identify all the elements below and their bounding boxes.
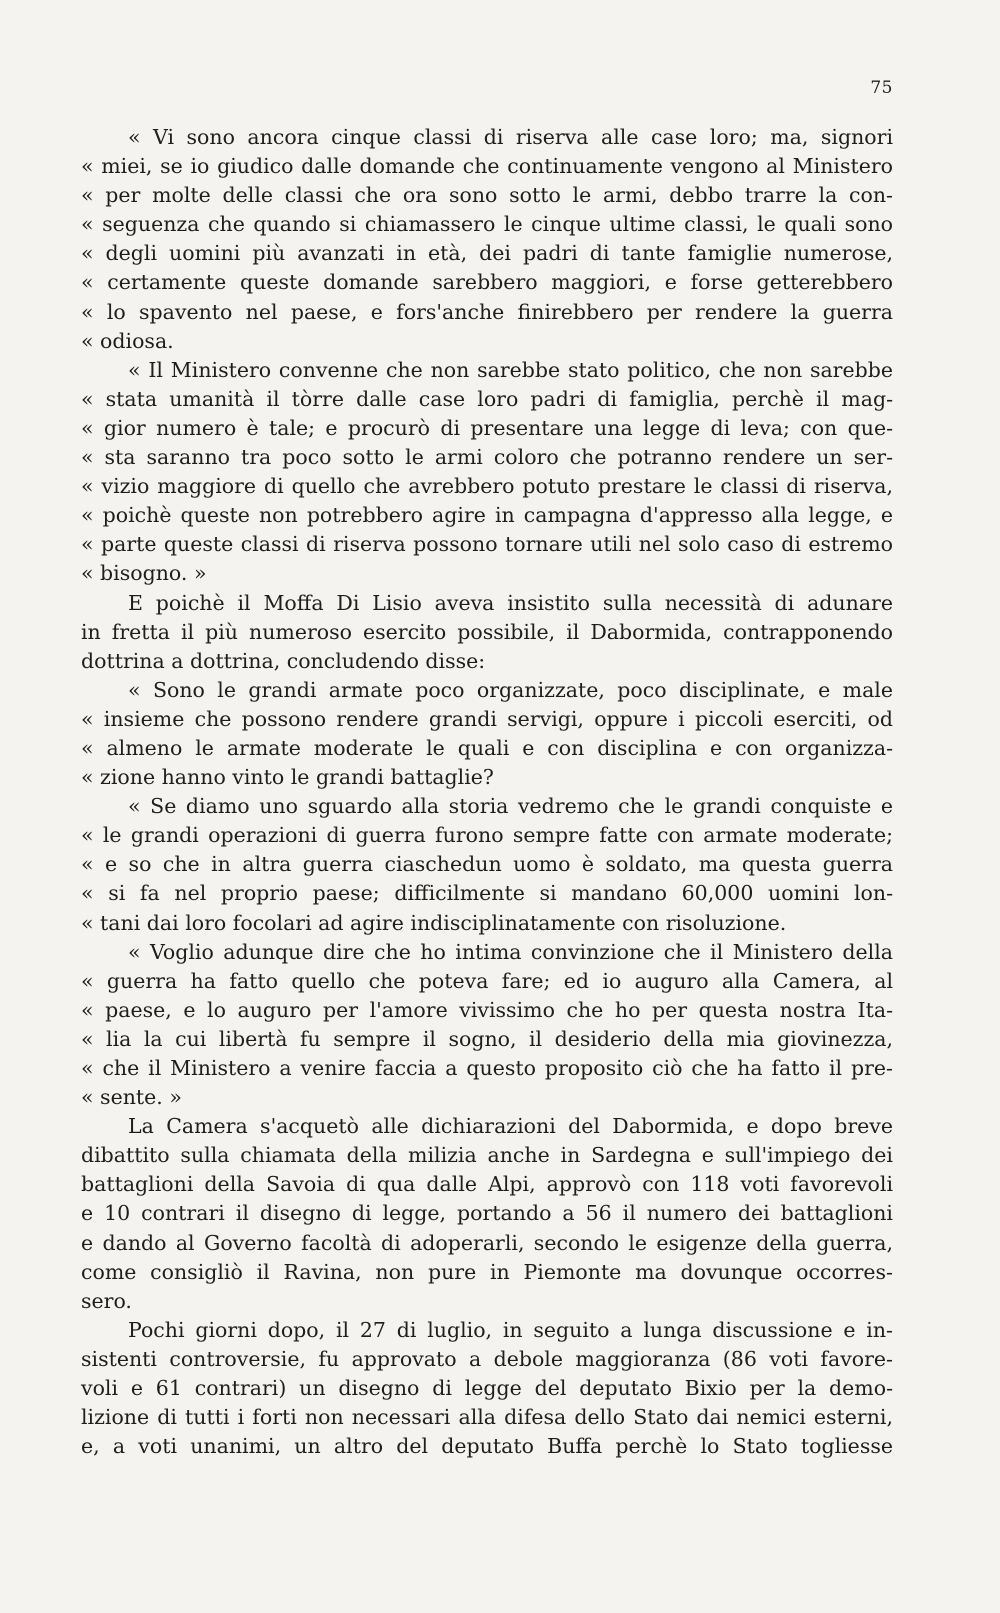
text-line: « sente. »	[81, 1085, 182, 1110]
text-line: « vizio maggiore di quello che avrebbero potuto prestare le classi di riserva,	[81, 474, 893, 499]
text-line: e 10 contrari il disegno di legge, portando a 56 il numero dei battaglioni	[81, 1201, 893, 1226]
text-line: « poichè queste non potrebbero agire in campagna d'appresso alla legge, e	[81, 503, 893, 528]
text-line: « gior numero è tale; e procurò di presentare una legge di leva; con que-	[81, 415, 893, 440]
text-line: « degli uomini più avanzati in età, dei padri di tante famiglie numerose,	[81, 241, 893, 266]
text-line: « Il Ministero convenne che non sarebbe stato politico, che non sarebbe	[128, 357, 893, 382]
text-line: battaglioni della Savoia di qua dalle Alpi, approvò con 118 voti favorevoli	[81, 1172, 893, 1197]
text-line: voli e 61 contrari) un disegno di legge del deputato Bixio per la demo-	[81, 1376, 893, 1401]
text-line: « Voglio adunque dire che ho intima convinzione che il Ministero della	[128, 939, 893, 964]
text-line: « che il Ministero a venire faccia a questo proposito ciò che ha fatto il pre-	[81, 1056, 893, 1080]
text-line: dottrina a dottrina, concludendo disse:	[81, 648, 486, 673]
text-line: sistenti controversie, fu approvato a debole maggioranza (86 voti favore-	[81, 1346, 893, 1371]
text-line: lizione di tutti i forti non necessari alla difesa dello Stato dai nemici esterni,	[81, 1405, 893, 1430]
text-line: « tani dai loro focolari ad agire indisciplinatamente con risoluzione.	[81, 910, 787, 935]
text-line: e, a voti unanimi, un altro del deputato Buffa perchè lo Stato togliesse	[81, 1434, 893, 1459]
body-text	[81, 123, 893, 1461]
text-line: « bisogno. »	[81, 561, 207, 586]
text-line: come consigliò il Ravina, non pure in Piemonte ma dovunque occorres-	[81, 1259, 893, 1284]
text-line: « e so che in altra guerra ciaschedun uomo è soldato, ma questa guerra	[81, 852, 893, 877]
text-line: « si fa nel proprio paese; difficilmente si mandano 60,000 uomini lon-	[81, 881, 893, 906]
text-line: « Se diamo uno sguardo alla storia vedremo che le grandi conquiste e	[128, 794, 893, 819]
text-line: « certamente queste domande sarebbero maggiori, e forse getterebbero	[81, 270, 893, 295]
text-line: « almeno le armate moderate le quali e con disciplina e con organizza-	[81, 735, 893, 760]
text-line: « guerra ha fatto quello che poteva fare; ed io auguro alla Camera, al	[81, 968, 893, 993]
text-line: « le grandi operazioni di guerra furono sempre fatte con armate moderate;	[81, 823, 893, 848]
text-line: « paese, e lo auguro per l'amore vivissimo che ho per questa nostra Ita-	[81, 997, 893, 1022]
text-line: « per molte delle classi che ora sono sotto le armi, debbo trarre la con-	[81, 183, 893, 208]
text-line: « seguenza che quando si chiamassero le cinque ultime classi, le quali sono	[81, 212, 893, 237]
text-line: « parte queste classi di riserva possono tornare utili nel solo caso di estremo	[81, 532, 893, 557]
text-line: « odiosa.	[81, 328, 174, 353]
page-number: 75	[870, 78, 893, 98]
text-line: in fretta il più numeroso esercito possibile, il Dabormida, contrapponendo	[81, 619, 893, 644]
text-line: « zione hanno vinto le grandi battaglie?	[81, 765, 494, 790]
text-line: dibattito sulla chiamata della milizia anche in Sardegna e sull'impiego dei	[81, 1143, 893, 1168]
text-line: « lia la cui libertà fu sempre il sogno, il desiderio della mia giovinezza,	[81, 1026, 893, 1051]
text-line: e dando al Governo facoltà di adoperarli, secondo le esigenze della guerra,	[81, 1230, 893, 1255]
text-line: « Vi sono ancora cinque classi di riserva alle case loro; ma, signori	[128, 125, 893, 149]
text-line: Pochi giorni dopo, il 27 di luglio, in seguito a lunga discussione e in-	[128, 1317, 893, 1342]
text-line: « miei, se io giudico dalle domande che continuamente vengono al Ministero	[81, 154, 893, 179]
text-line: « insieme che possono rendere grandi servigi, oppure i piccoli eserciti, od	[81, 706, 893, 731]
text-line: La Camera s'acquetò alle dichiarazioni del Dabormida, e dopo breve	[128, 1114, 893, 1139]
text-line: « sta saranno tra poco sotto le armi coloro che potranno rendere un ser-	[81, 445, 893, 470]
text-line: E poichè il Moffa Di Lisio aveva insistito sulla necessità di adunare	[128, 590, 893, 615]
text-line: « lo spavento nel paese, e fors'anche finirebbero per rendere la guerra	[81, 299, 893, 324]
text-line: « Sono le grandi armate poco organizzate, poco disciplinate, e male	[128, 677, 893, 702]
text-line: « stata umanità il tòrre dalle case loro padri di famiglia, perchè il mag-	[81, 386, 893, 411]
text-line: sero.	[81, 1288, 132, 1313]
